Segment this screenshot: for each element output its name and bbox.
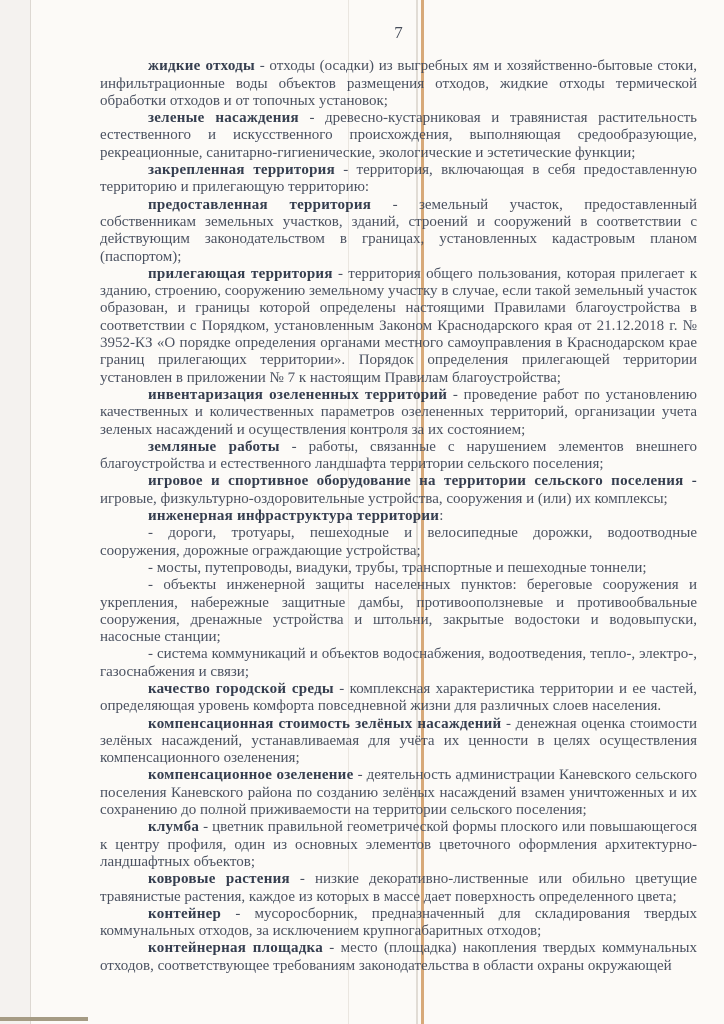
definition-paragraph: [100, 266, 697, 387]
definition-body: игровые, физкультурно-оздоровительные устройства, сооружения и (или) их комплексы;: [100, 490, 668, 507]
definition-body: - земельный участок, предоставленный собственникам земельных участков, зданий, строений и сооружений в соответствии с действующим законодательством в границах, установленных кадастровым планом (паспортом);: [100, 196, 697, 265]
definition-paragraph: [100, 508, 697, 525]
definition-paragraph: [100, 767, 697, 819]
list-item-paragraph: [100, 560, 697, 577]
definition-body: - дороги, тротуары, пешеходные и велосипедные дорожки, водоотводные сооружения, дорожные ограждающие устройства;: [100, 525, 697, 559]
definition-body: - древесно-кустарниковая и травянистая растительность естественного и искусственного происхождения, выполняющая средообразующие, рекреационные, санитарно-гигиенические, экологические и эстетические функции;: [100, 110, 697, 161]
page-number: 7: [394, 23, 403, 42]
definition-paragraph: [100, 387, 697, 439]
definition-body: - территория, включающая в себя предоставленную территорию и прилегающую территорию:: [100, 162, 697, 196]
definition-body: - проведение работ по установлению качественных и количественных параметров озелененных территорий, организации учета зеленых насаждений и осуществления контроля за их состоянием;: [100, 386, 697, 438]
definition-paragraph: [100, 439, 697, 474]
definition-term: качество городской среды: [148, 680, 334, 697]
definition-paragraph: [100, 197, 697, 266]
definition-term: прилегающая территория: [148, 265, 333, 282]
definition-body: - отходы (осадки) из выгребных ям и хозяйственно-бытовые стоки, инфильтрационные воды объектов размещения отходов, жидкие отходы термической обработки отходов и от топочных установок;: [100, 58, 697, 109]
definition-paragraph: [100, 716, 697, 768]
definition-term: жидкие отходы: [148, 58, 255, 75]
definition-paragraph: [100, 110, 697, 162]
definition-term: клумба: [148, 819, 200, 836]
definition-paragraph: [100, 473, 697, 508]
definition-term: ковровые растения: [148, 871, 290, 888]
definition-body: - деятельность администрации Каневского сельского поселения Каневского района по созданию зелёных насаждений взамен уничтоженных и их сохранению до полной приживаемости на территории сельского поселения;: [100, 767, 697, 819]
definition-term: инженерная инфраструктура территории: [148, 508, 440, 525]
definition-body: - мусоросборник, предназначенный для складирования твердых коммунальных отходов, за исключением крупногабаритных отходов;: [100, 905, 697, 940]
definition-body: - цветник правильной геометрической формы плоского или повышающегося к центру профиля, один из основных элементов цветочного оформления архитектурно-ландшафтных объектов;: [100, 819, 697, 870]
definition-body: - объекты инженерной защиты населенных пунктов: береговые сооружения и укрепления, набережные защитные дамбы, противооползневые и противообвальные сооружения, дренажные устройства и штольни, закрытые водостоки и водовыпуски, насосные станции;: [100, 577, 697, 646]
definition-term: контейнер: [148, 905, 222, 922]
definition-body: :: [439, 508, 444, 525]
list-item-paragraph: [100, 646, 697, 681]
definition-term: зеленые насаждения: [148, 110, 299, 127]
definition-body: - работы, связанные с нарушением элементов внешнего благоустройства и естественного ландшафта территории сельского поселения;: [100, 438, 697, 473]
definition-paragraph: [100, 58, 697, 110]
definition-term: компенсационная стоимость зелёных насаждений: [148, 715, 502, 732]
document-text-column: [100, 24, 697, 975]
definition-term: игровое и спортивное оборудование на территории сельского поселения -: [148, 473, 697, 490]
list-item-paragraph: [100, 525, 697, 560]
definition-paragraph: [100, 819, 697, 871]
definition-paragraph: [100, 681, 697, 716]
definition-body: - низкие декоративно-лиственные или обильно цветущие травянистые растения, каждое из которых в массе дает поверхность определенного цвета;: [100, 871, 697, 905]
definition-body: - система коммуникаций и объектов водоснабжения, водоотведения, тепло-, электро-, газоснабжения и связи;: [100, 646, 697, 680]
definition-body: - мосты, путепроводы, виадуки, трубы, транспортные и пешеходные тоннели;: [148, 559, 647, 576]
definition-body: - комплексная характеристика территории и ее частей, определяющая уровень комфорта повседневной жизни для различных слоев населения.: [100, 680, 697, 715]
definition-paragraph: [100, 906, 697, 941]
definition-paragraph: [100, 940, 697, 975]
definition-body: - денежная оценка стоимости зелёных насаждений, устанавливаемая для учёта их ценности в целях осуществления компенсационного озеленения;: [100, 715, 697, 767]
definition-paragraph: [100, 162, 697, 197]
scan-left-margin-strip: [0, 0, 31, 1024]
definition-term: закрепленная территория: [148, 162, 335, 179]
definition-term: контейнерная площадка: [148, 940, 323, 957]
definition-term: предоставленная территория: [148, 196, 372, 213]
definition-term: земляные работы: [148, 438, 280, 455]
definition-term: компенсационное озеленение: [148, 767, 354, 784]
definition-body: - место (площадка) накопления твердых коммунальных отходов, соответствующее требованиям законодательства в области охраны окружающей: [100, 940, 697, 974]
list-item-paragraph: [100, 577, 697, 646]
definition-term: инвентаризация озелененных территорий: [148, 386, 448, 403]
scan-bottom-edge-mark: [0, 1017, 88, 1021]
definition-body: - территория общего пользования, которая прилегает к зданию, строению, сооружению земельному участку в случае, если такой земельный участок образован, и границы которой определены настоящими Правилами благоустройства в соответствии с Порядком, установленным Законом Краснодарского края от 21.12.2018 г. № 3952-КЗ «О порядке определения органами местного самоуправления в Краснодарском крае границ прилегающих территории». Порядок определения прилегающей территории установлен в приложении № 7 к настоящим Правилам благоустройства;: [100, 265, 697, 386]
definition-paragraph: [100, 871, 697, 906]
